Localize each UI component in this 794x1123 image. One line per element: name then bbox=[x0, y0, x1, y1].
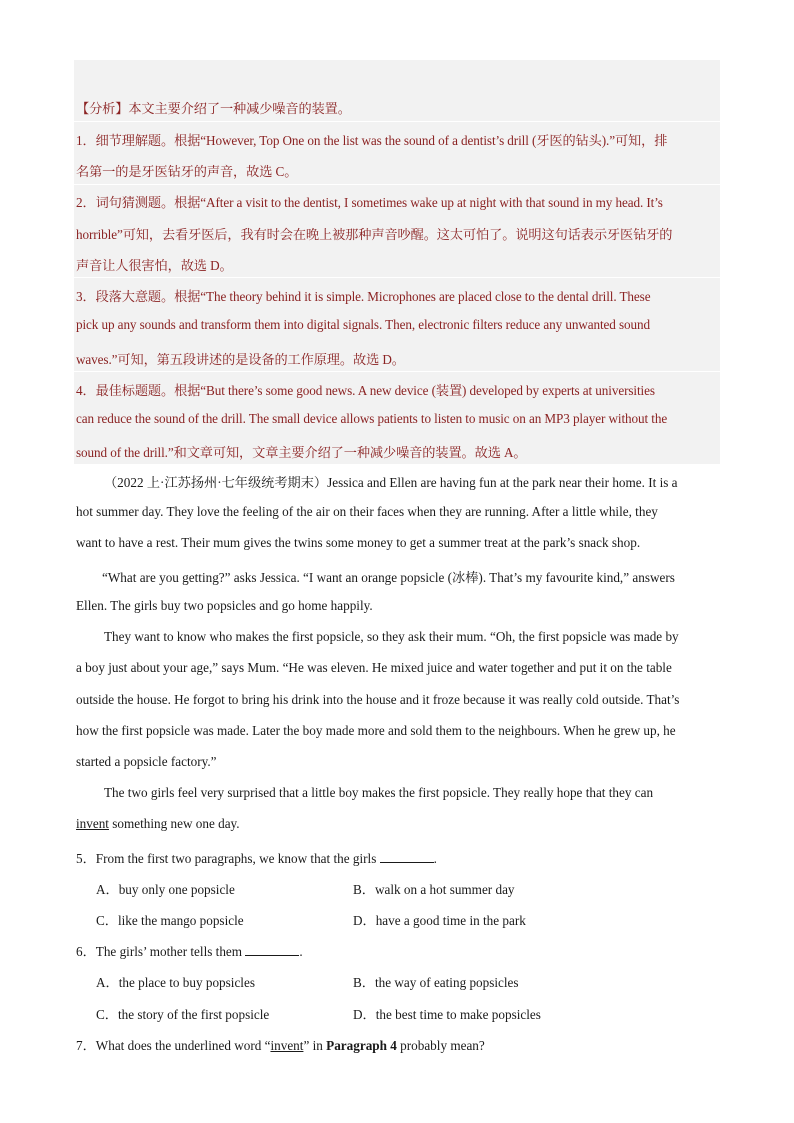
analysis-line: sound of the drill.”和文章可知，文章主要介绍了一种减少噪音的装置。故选 A。 bbox=[76, 445, 527, 460]
analysis-block bbox=[74, 60, 720, 464]
question-7 bbox=[76, 1035, 485, 1054]
analysis-line: 声音让人很害怕，故选 D。 bbox=[76, 258, 233, 273]
question-text: 7．What does the underlined word “ bbox=[76, 1038, 271, 1053]
analysis-line: waves.”可知，第五段讲述的是设备的工作原理。故选 D。 bbox=[76, 352, 405, 367]
passage-line: They want to know who makes the first popsicle, so they ask their mum. “Oh, the first popsicle was made by bbox=[104, 629, 679, 644]
passage-text: something new one day. bbox=[108, 816, 240, 831]
passage-line bbox=[76, 816, 240, 832]
answer-blank[interactable] bbox=[380, 850, 434, 863]
analysis-line: 2．词句猜测题。根据“After a visit to the dentist, I sometimes wake up at night with that sound in my head. It’s bbox=[76, 195, 663, 210]
question-text: 6．The girls’ mother tells them bbox=[76, 944, 246, 959]
analysis-line: pick up any sounds and transform them into digital signals. Then, electronic filters reduce any unwanted sound bbox=[76, 317, 650, 332]
passage-line: want to have a rest. Their mum gives the twins some money to get a summer treat at the park’s snack shop. bbox=[76, 535, 641, 550]
passage-line: （2022 上·江苏扬州·七年级统考期末）Jessica and Ellen are having fun at the park near their home. It is a bbox=[104, 475, 678, 490]
bold-reference: Paragraph 4 bbox=[326, 1038, 397, 1053]
question-text: 5．From the first two paragraphs, we know that the girls bbox=[76, 851, 380, 866]
passage-line: how the first popsicle was made. Later the boy made more and sold them to the neighbours. When he grew up, he bbox=[76, 723, 676, 738]
analysis-line: horrible”可知，去看牙医后，我有时会在晚上被那种声音吵醒。这太可怕了。说明这句话表示牙医钻牙的 bbox=[76, 227, 673, 242]
question-text: probably mean? bbox=[396, 1038, 485, 1053]
analysis-line: 3．段落大意题。根据“The theory behind it is simple. Microphones are placed close to the dental drill. These bbox=[76, 289, 651, 304]
passage-line: outside the house. He forgot to bring his drink into the house and it froze because it was really cold outside. That’s bbox=[76, 692, 680, 707]
passage-line: Ellen. The girls buy two popsicles and go home happily. bbox=[76, 598, 373, 613]
passage-line: started a popsicle factory.” bbox=[76, 754, 217, 769]
passage-line: The two girls feel very surprised that a little boy makes the first popsicle. They really hope that they can bbox=[104, 785, 654, 800]
separator bbox=[74, 371, 720, 372]
separator bbox=[74, 121, 720, 122]
question-stem bbox=[76, 848, 437, 867]
underlined-word: invent bbox=[76, 816, 109, 831]
separator bbox=[74, 184, 720, 185]
passage-line: hot summer day. They love the feeling of the air on their faces when they are running. After a little while, they bbox=[76, 504, 658, 519]
analysis-line: 4．最佳标题题。根据“But there’s some good news. A new device (装置) developed by experts at universities bbox=[76, 383, 655, 398]
passage-line: “What are you getting?” asks Jessica. “I want an orange popsicle (冰棒). That’s my favourite kind,” answers bbox=[102, 570, 675, 585]
question-text: . bbox=[299, 944, 303, 959]
question-stem bbox=[76, 941, 303, 960]
analysis-line: 1．细节理解题。根据“However, Top One on the list was the sound of a dentist’s drill (牙医的钻头).”可知，排 bbox=[76, 133, 668, 148]
question-text: . bbox=[433, 851, 437, 866]
option-d[interactable]: D．the best time to make popsicles bbox=[353, 1007, 541, 1022]
option-b[interactable]: B．the way of eating popsicles bbox=[353, 975, 519, 990]
separator bbox=[74, 277, 720, 278]
underlined-word: invent bbox=[270, 1038, 304, 1053]
option-d[interactable]: D．have a good time in the park bbox=[353, 913, 526, 928]
option-a[interactable]: A．buy only one popsicle bbox=[96, 882, 235, 897]
analysis-line: 名第一的是牙医钻牙的声音，故选 C。 bbox=[76, 164, 298, 179]
analysis-heading: 【分析】本文主要介绍了一种减少噪音的装置。 bbox=[76, 101, 351, 116]
option-c[interactable]: C．the story of the first popsicle bbox=[96, 1007, 270, 1022]
answer-blank[interactable] bbox=[245, 943, 299, 956]
option-a[interactable]: A．the place to buy popsicles bbox=[96, 975, 255, 990]
question-text: ” in bbox=[303, 1038, 327, 1053]
analysis-line: can reduce the sound of the drill. The small device allows patients to listen to music on an MP3 player without the bbox=[76, 411, 668, 426]
passage-line: a boy just about your age,” says Mum. “He was eleven. He mixed juice and water together and put it on the table bbox=[76, 660, 672, 675]
option-b[interactable]: B．walk on a hot summer day bbox=[353, 882, 515, 897]
option-c[interactable]: C．like the mango popsicle bbox=[96, 913, 244, 928]
